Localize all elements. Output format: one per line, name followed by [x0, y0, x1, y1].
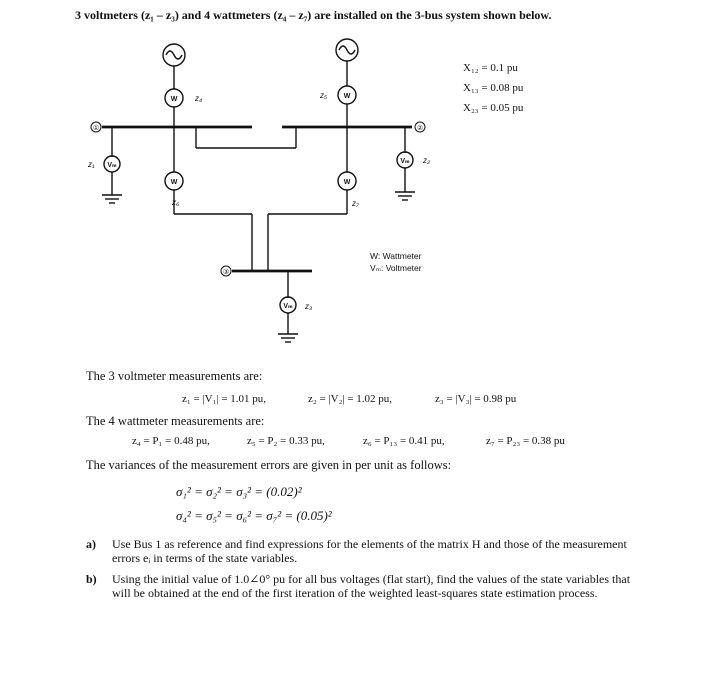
voltmeter-z3-value: z₃ = |V₃| = 0.98 pu — [435, 393, 517, 405]
voltmeter-z3-symbol: Vₘ — [283, 303, 293, 310]
wattmeter-z5-symbol: W — [343, 93, 351, 100]
reactance-x13: X₁₃ = 0.08 pu — [463, 82, 524, 94]
question-b-text: Using the initial value of 1.0∠0° pu for all bus voltages (flat start), find the values of the state variables that will be obtained at the end of the first iteration of the weighted least-squares state estimation process. — [112, 572, 631, 600]
voltmeter-z2-symbol: Vₘ — [400, 158, 410, 165]
voltmeter-z2-value: z₂ = |V₂| = 1.02 pu, — [308, 393, 393, 405]
reactance-x12: X₁₂ = 0.1 pu — [463, 62, 518, 74]
wattmeter-z4-value: z₄ = P₁ = 0.48 pu, — [132, 435, 210, 447]
bus-3-number: ③ — [222, 269, 230, 276]
bus-1-number: ① — [92, 125, 100, 132]
legend-wattmeter: W: Wattmeter — [370, 251, 422, 261]
wattmeter-z5-value: z₅ = P₂ = 0.33 pu, — [247, 435, 325, 447]
wattmeter-z7-symbol: W — [343, 179, 351, 186]
wattmeter-z6-value: z₆ = P₁₃ = 0.41 pu, — [363, 435, 445, 447]
generator-2-sine — [339, 46, 355, 54]
problem-intro: 3 voltmeters (z₁ – z₃) and 4 wattmeters (z₄ – z₇) are installed on the 3-bus system shown below. — [75, 8, 552, 22]
label-z5: z₅ — [320, 91, 328, 100]
wattmeter-heading: The 4 wattmeter measurements are: — [86, 414, 265, 428]
variance-equation-wattmeters: σ₄² = σ₅² = σ₆² = σ₇² = (0.05)² — [176, 508, 332, 523]
label-z6: z₆ — [172, 198, 180, 207]
variance-equation-voltmeters: σ₁² = σ₂² = σ₃² = (0.02)² — [176, 484, 302, 499]
wattmeter-z6-symbol: W — [170, 179, 178, 186]
reactance-x23: X₂₃ = 0.05 pu — [463, 102, 524, 114]
legend-voltmeter: Vₘ: Voltmeter — [370, 263, 422, 273]
question-b-label: b) — [86, 572, 97, 586]
voltmeter-z1-value: z₁ = |V₁| = 1.01 pu, — [182, 393, 267, 405]
label-z7: z₇ — [352, 199, 359, 208]
wattmeter-z4-symbol: W — [170, 96, 178, 103]
question-a-label: a) — [86, 537, 96, 551]
label-z4: z₄ — [195, 94, 203, 103]
voltmeter-heading: The 3 voltmeter measurements are: — [86, 369, 263, 383]
variance-heading: The variances of the measurement errors are given in per unit as follows: — [86, 458, 452, 472]
bus-2-number: ② — [416, 125, 424, 132]
generator-1-sine — [166, 51, 182, 59]
wattmeter-z7-value: z₇ = P₂₃ = 0.38 pu — [486, 435, 565, 447]
label-z3: z₃ — [305, 302, 313, 311]
label-z1: z₁ — [88, 160, 95, 169]
question-a-text: Use Bus 1 as reference and find expressions for the elements of the matrix H and those of the measurement errors eᵢ in terms of the state variables. — [112, 537, 627, 565]
voltmeter-z1-symbol: Vₘ — [107, 162, 117, 169]
label-z2: z₂ — [423, 156, 431, 165]
